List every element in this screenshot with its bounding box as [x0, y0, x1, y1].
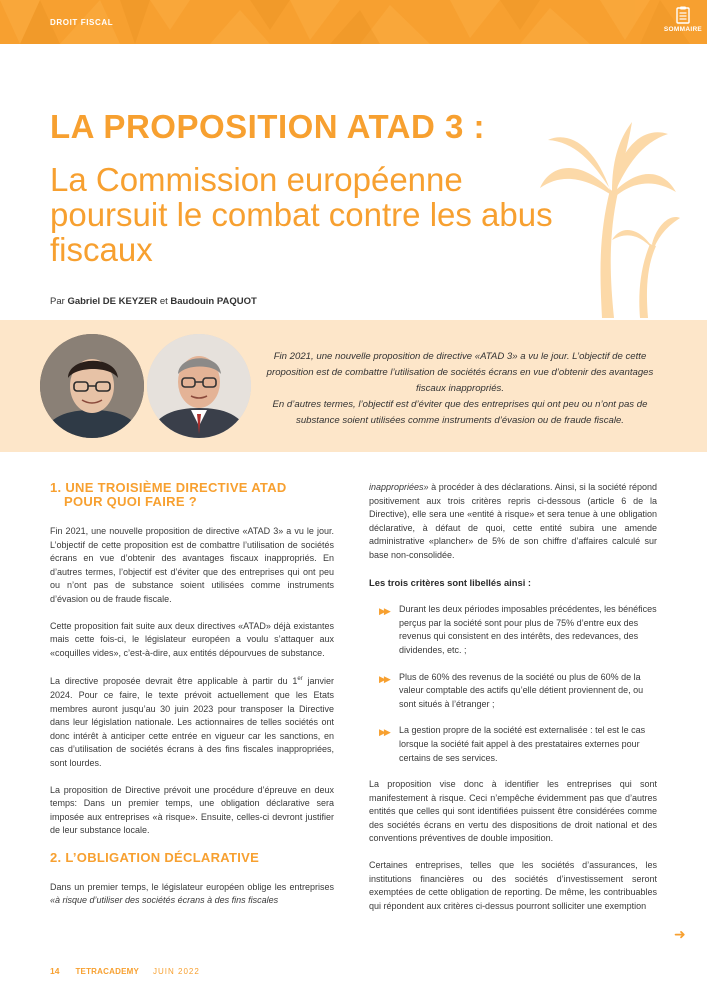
left-paragraph-3-sup: er [297, 676, 303, 683]
intro-paragraph-1: Fin 2021, une nouvelle proposition de directive «ATAD 3» a vu le jour. L’objectif de cette proposition est de combattre l’utilisation de sociétés écrans en vue d’obtenir des avantages fiscaux inappropriés. [266, 351, 654, 394]
page-number: 14 [50, 966, 60, 976]
author-2-photo [147, 334, 251, 438]
footer [50, 966, 200, 976]
section-1-heading-line-1: 1. UNE TROISIÈME DIRECTIVE ATAD [50, 480, 287, 495]
left-paragraph-5-a: Dans un premier temps, le législateur européen oblige les entreprises [50, 881, 334, 892]
brand-logo: TETRACADEMY [75, 966, 140, 976]
section-1-heading-line-2: POUR QUOI FAIRE ? [64, 494, 197, 509]
byline [50, 296, 257, 307]
left-column [50, 481, 334, 921]
criteria-list [369, 603, 657, 765]
right-column [369, 481, 657, 926]
issue-date: JUIN 2022 [153, 966, 200, 976]
left-paragraph-4: La proposition de Directive prévoit une procédure d’épreuve en deux temps: Dans un premier temps, une obligation déclarative sera imposée aux entreprises «à risque». Ensuite, celles-ci devront justifier de leur substance locale. [50, 784, 334, 836]
left-paragraph-3-a: La directive proposée devrait être applicable à partir du 1 [50, 676, 298, 687]
right-paragraph-2: La proposition vise donc à identifier les entreprises qui sont manifestement à risque. Ceci n’empêche évidemment pas que d’autres entités que celles qui sont identifiées puissent être considérées comme des sociétés écrans en vertu des dispositions de droit national et des conventions préventives de double imposition. [369, 779, 657, 844]
right-paragraph-3: Certaines entreprises, telles que les sociétés d’assurances, les institutions financières ou des sociétés d’investissement seront exemptées de cette obligation de reporting. De même, les contribuables qui répondent aux critères ci-dessus pourront solliciter une exemption [369, 860, 657, 911]
criteria-item [379, 603, 657, 657]
header-bar [0, 0, 707, 44]
left-paragraph-3-b: janvier 2024. Pour ce faire, le texte prévoit actuellement que les Etats membres auront jusqu’au 30 juin 2023 pour transposer la Directive dans leur législation nationale. Les actionnaires de telles sociétés ont donc intérêt à anticiper cette entrée en vigueur car les sanctions, en cas d’utilisation de sociétés écrans à des fins fiscales inappropriées, sont lourdes. [50, 676, 334, 768]
sommaire-button[interactable] [659, 0, 707, 44]
left-paragraph-2: Cette proposition fait suite aux deux directives «ATAD» déjà existantes mais cette fois-ci, le législateur européen a voulu s’attaquer aux «coquilles vides», c’est-à-dire, aux entités dépourvues de substance. [50, 620, 334, 658]
criteria-item-text: Plus de 60% des revenus de la société ou plus de 60% de la valeur comptable des actifs qu’elle détient proviennent de, ou sont situés à l’étranger ; [399, 671, 644, 709]
right-paragraph-1 [369, 481, 657, 563]
section-1-heading [50, 481, 334, 509]
left-paragraph-5-em: «à risque d’utiliser des sociétés écrans à des fins fiscales [50, 895, 279, 906]
author-1: Gabriel DE KEYZER [67, 296, 158, 307]
intro-paragraph-2: En d’autres termes, l’objectif est d’éviter que des entreprises qui ont peu ou n’ont pas de substance soient utilisées comme instruments d’évasion ou de fraude fiscale. [272, 399, 648, 426]
criteria-item-text: Durant les deux périodes imposables précédentes, les bénéfices perçus par la société sont pour plus de 75% d’entre eux des revenus qui consistent en des intérêts, des redevances, des dividendes, etc. ; [399, 604, 657, 655]
article-title: LA PROPOSITION ATAD 3 : [50, 108, 486, 145]
author-1-photo [40, 334, 144, 438]
left-paragraph-1: Fin 2021, une nouvelle proposition de directive «ATAD 3» a vu le jour. L’objectif de cette proposition est de combattre l’utilisation de sociétés écrans en vue d’obtenir des avantages fiscaux inappropriés. En d’autres termes, l’objectif est d’éviter que des entreprises qui ont peu ou n’ont pas de substance soient utilisées comme instruments d’évasion ou de fraude fiscale. [50, 526, 334, 604]
criteria-item [379, 724, 657, 765]
left-paragraph-3 [50, 673, 334, 770]
byline-prefix: Par [50, 296, 65, 307]
sommaire-label: SOMMAIRE [663, 26, 703, 33]
double-chevron-icon: ▶▶ [379, 673, 389, 684]
right-paragraph-1-b: à procéder à des déclarations. Ainsi, si la société répond positivement aux trois critères repris ci-dessous (article 6 de la Directive), elle sera une «entité à risque» et sera tenue à une obligation déclarative, à défaut de quoi, cette entité subira une amende administrative «plancher» de 5% de son chiffre d’affaires calculé sur base non-consolidée. [369, 482, 657, 560]
double-chevron-icon: ▶▶ [379, 727, 389, 738]
byline-conj: et [159, 296, 168, 307]
criteria-item-text: La gestion propre de la société est externalisée : tel est le cas lorsque la société fait appel à des prestataires externes pour certains de ses services. [399, 725, 646, 763]
criteria-item [379, 671, 657, 712]
left-paragraph-5 [50, 881, 334, 908]
clipboard-icon [676, 6, 690, 24]
double-chevron-icon: ▶▶ [379, 606, 389, 617]
right-paragraph-1-em: inappropriées» [369, 482, 429, 492]
section-label: DROIT FISCAL [50, 18, 114, 27]
criteria-subheading: Les trois critères sont libellés ainsi : [369, 576, 532, 588]
author-2: Baudouin PAQUOT [170, 296, 257, 307]
section-2-heading: 2. L’OBLIGATION DÉCLARATIVE [50, 849, 260, 865]
arrow-right-icon[interactable]: ➜ [674, 926, 686, 942]
article-subtitle: La Commission européenne poursuit le combat contre les abus fiscaux [50, 161, 553, 268]
intro-text [258, 349, 662, 429]
